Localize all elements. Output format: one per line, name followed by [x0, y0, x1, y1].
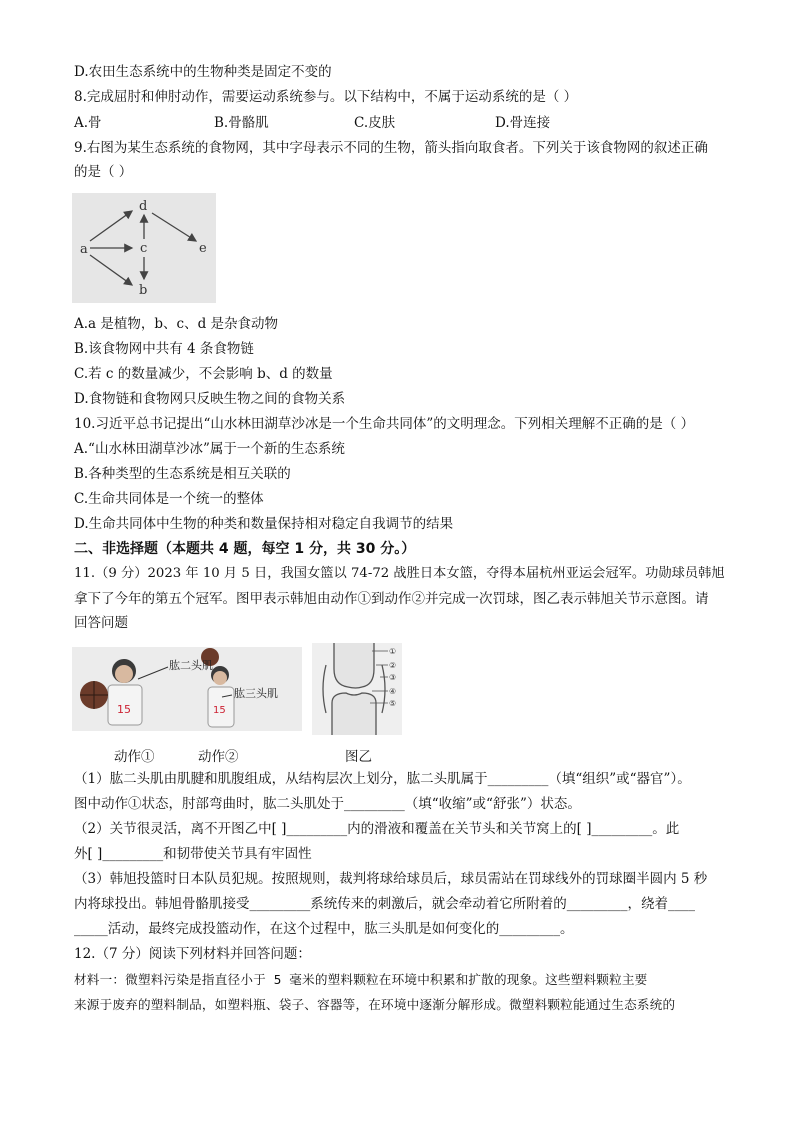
- figure-jia-photo: [72, 647, 302, 731]
- q11-part2-line1: （2）关节很灵活，离不开图乙中[ ]_________内的滑液和覆盖在关节头和关节窝上的[ ]_________。此: [74, 821, 680, 837]
- caption-action-1: 动作①: [114, 749, 155, 765]
- q10-option-c: C.生命共同体是一个统一的整体: [74, 491, 264, 507]
- question-9-line1: 9.右图为某生态系统的食物网，其中字母表示不同的生物，箭头指向取食者。下列关于该食物网的叙述正确: [74, 140, 708, 156]
- q10-option-b: B.各种类型的生态系统是相互关联的: [74, 466, 291, 482]
- question-12: 12.（7 分）阅读下列材料并回答问题：: [74, 946, 311, 962]
- marker-4: ④: [389, 687, 397, 696]
- q8-option-b: B.骨骼肌: [214, 115, 269, 131]
- q8-option-d: D.骨连接: [495, 115, 551, 131]
- player1-face: [115, 665, 133, 683]
- caption-figure-yi: 图乙: [345, 749, 372, 765]
- player2-face: [213, 671, 227, 685]
- question-11-line2: 拿下了今年的第五个冠军。图甲表示韩旭由动作①到动作②并完成一次罚球，图乙表示韩旭关节示意图。请: [74, 591, 709, 607]
- q11-part1-line2: 图中动作①状态，肘部弯曲时，肱二头肌处于_________（填“收缩”或“舒张”）状态。: [74, 796, 581, 812]
- q8-option-c: C.皮肤: [354, 115, 396, 131]
- question-11-line3: 回答问题: [74, 615, 128, 631]
- q10-option-a: A.“山水林田湖草沙冰”属于一个新的生态系统: [74, 441, 345, 457]
- material-1-line2: 来源于废弃的塑料制品，如塑料瓶、袋子、容器等，在环境中逐渐分解形成。微塑料颗粒能通过生态系统的: [74, 997, 676, 1012]
- player1-number: 15: [117, 703, 131, 716]
- section-2-heading: 二、非选择题（本题共 4 题，每空 1 分，共 30 分。）: [74, 541, 416, 557]
- joint-socket: [332, 693, 376, 735]
- q11-part3-line2: 内将球投出。韩旭骨骼肌接受_________系统传来的刺激后，就会牵动着它所附着的_________，绕着____: [74, 896, 695, 912]
- node-d: d: [139, 199, 148, 214]
- q9-option-c: C.若 c 的数量减少，不会影响 b、d 的数量: [74, 366, 333, 382]
- q10-option-d: D.生命共同体中生物的种类和数量保持相对稳定自我调节的结果: [74, 516, 454, 532]
- caption-action-2: 动作②: [198, 749, 239, 765]
- marker-2: ②: [389, 661, 397, 670]
- marker-3: ③: [389, 673, 397, 682]
- figure-yi-joint-diagram: [312, 643, 402, 735]
- node-c: c: [140, 241, 148, 256]
- node-b: b: [139, 283, 148, 298]
- q8-option-a: A.骨: [74, 115, 102, 131]
- node-e: e: [199, 241, 207, 256]
- question-10: 10.习近平总书记提出“山水林田湖草沙冰是一个生命共同体”的文明理念。下列相关理解不正确的是（ ）: [74, 416, 695, 432]
- q7-option-d: D.农田生态系统中的生物种类是固定不变的: [74, 64, 332, 80]
- player2-number: 15: [213, 705, 226, 716]
- marker-5: ⑤: [389, 699, 397, 708]
- q9-option-b: B.该食物网中共有 4 条食物链: [74, 341, 254, 357]
- material-1-line1: 材料一：微塑料污染是指直径小于 5 毫米的塑料颗粒在环境中积累和扩散的现象。这些塑料颗粒主要: [74, 972, 648, 987]
- q11-part3-line3: _____活动，最终完成投篮动作，在这个过程中，肱三头肌是如何变化的_________。: [74, 921, 574, 937]
- label-biceps: 肱二头肌: [169, 659, 213, 672]
- q11-part3-line1: （3）韩旭投篮时日本队员犯规。按照规则，裁判将球给球员后，球员需站在罚球线外的罚球圈半圆内 5 秒: [74, 871, 708, 887]
- node-a: a: [80, 242, 88, 257]
- label-triceps: 肱三头肌: [234, 687, 278, 700]
- food-web-diagram: [72, 193, 216, 303]
- question-11-line1: 11.（9 分）2023 年 10 月 5 日，我国女篮以 74-72 战胜日本女篮，夺得本届杭州亚运会冠军。功勋球员韩旭: [74, 566, 725, 581]
- q11-part1-line1: （1）肱二头肌由肌腱和肌腹组成，从结构层次上划分，肱二头肌属于_________（填“组织”或“器官”）。: [74, 771, 691, 787]
- joint-head: [334, 643, 374, 688]
- q9-option-a: A.a 是植物，b、c、d 是杂食动物: [74, 316, 279, 332]
- question-8: 8.完成屈肘和伸肘动作，需要运动系统参与。以下结构中，不属于运动系统的是（ ）: [74, 89, 578, 105]
- question-9-line2: 的是（ ）: [74, 164, 133, 180]
- q9-option-d: D.食物链和食物网只反映生物之间的食物关系: [74, 391, 346, 407]
- q11-part2-line2: 外[ ]_________和韧带使关节具有牢固性: [74, 846, 312, 862]
- marker-1: ①: [389, 647, 397, 656]
